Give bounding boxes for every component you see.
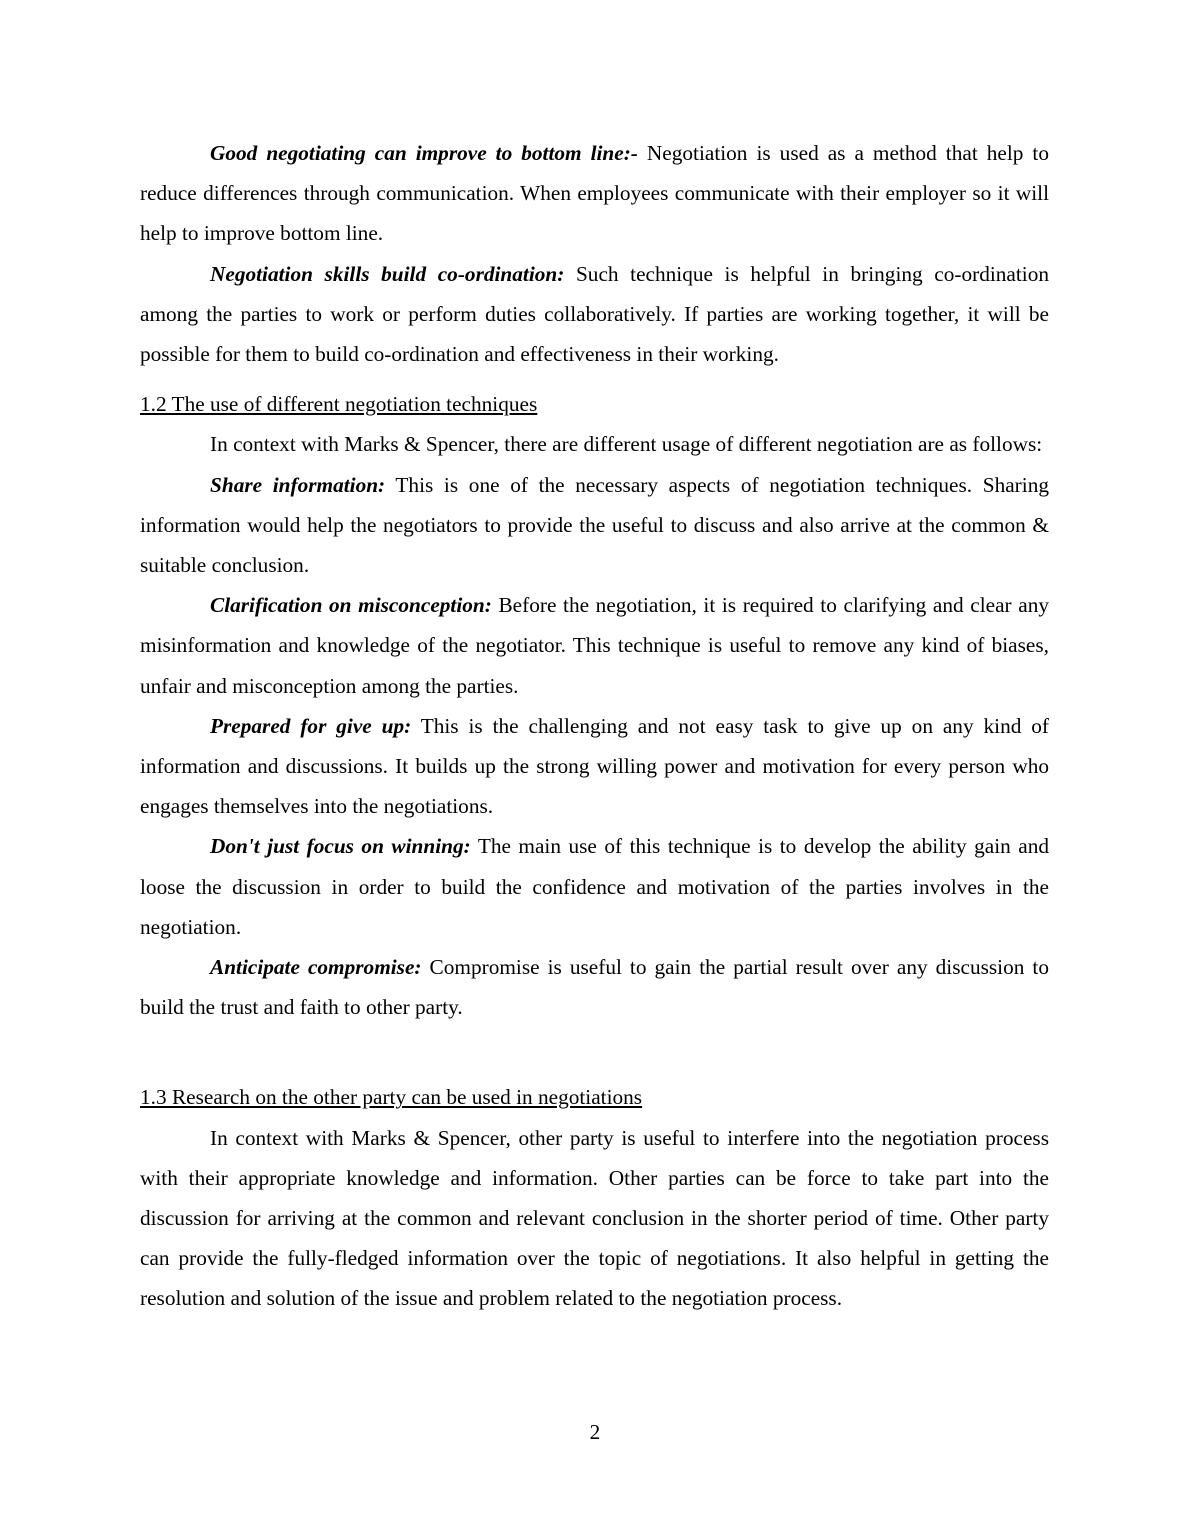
blank-line (140, 1027, 1049, 1067)
paragraph-other-party-research: In context with Marks & Spencer, other party is useful to interfere into the negotiation process with their appropriate knowledge and information. Other parties can be force to take part into the discussion for arriving at the common and relevant conclusion in the shorter period of time. Other party can provide the fully-fledged information over the topic of negotiations. It also helpful in getting the resolution and solution of the issue and problem related to the negotiation process. (140, 1125, 1049, 1311)
paragraph-text: This is the challenging and not easy task to give up on any kind of information and discussions. It builds up the strong willing power and motivation for every person who engages themselves into the negotiations. (140, 713, 1050, 819)
paragraph-term: Share information: (210, 472, 386, 497)
document-page (140, 133, 1049, 1319)
paragraph-term: Anticipate compromise: (210, 955, 422, 980)
paragraph-text: Before the negotiation, it is required to clarifying and clear any misinformation and knowledge of the negotiator. This technique is useful to remove any kind of biases, unfair and misconception among the parties. (140, 593, 1049, 698)
paragraph-techniques-intro: In context with Marks & Spencer, there are different usage of different negotiation are as follows: (210, 432, 1043, 457)
paragraph-share-information (140, 465, 1049, 586)
paragraph-anticipate-compromise (140, 947, 1049, 1027)
paragraph-term: Prepared for give up: (210, 713, 412, 738)
paragraph-clarification (140, 585, 1049, 706)
paragraph-text: The main use of this technique is to develop the ability gain and loose the discussion in order to build the confidence and motivation of the parties involves in the negotiation. (140, 834, 1049, 939)
paragraph-prepared-give-up (140, 706, 1049, 827)
paragraph-term: Clarification on misconception: (210, 593, 492, 618)
paragraph-good-negotiating (140, 133, 1049, 254)
paragraph-dont-focus-winning (140, 826, 1049, 947)
paragraph-text: Compromise is useful to gain the partial result over any discussion to build the trust and faith to other party. (140, 955, 1049, 1020)
paragraph-term: Don't just focus on winning: (210, 834, 471, 859)
paragraph-negotiation-skills (140, 254, 1049, 375)
paragraph-text: Such technique is helpful in bringing co-ordination among the parties to work or perform duties collaboratively. If parties are working together, it will be possible for them to build co-ordination and effectiveness in their working. (140, 261, 1049, 367)
section-heading-1-3: 1.3 Research on the other party can be used in negotiations (140, 1085, 643, 1110)
page-number: 2 (589, 1420, 601, 1444)
paragraph-text: Negotiation is used as a method that help to reduce differences through communication. When employees communicate with their employer so it will help to improve bottom line. (140, 141, 1049, 246)
paragraph-term: Good negotiating can improve to bottom line:- (210, 141, 638, 165)
section-heading-1-2: 1.2 The use of different negotiation techniques (140, 392, 538, 417)
paragraph-text: This is one of the necessary aspects of negotiation techniques. Sharing information would help the negotiators to provide the useful to discuss and also arrive at the common & suitable conclusion. (140, 472, 1049, 578)
paragraph-term: Negotiation skills build co-ordination: (210, 261, 565, 286)
